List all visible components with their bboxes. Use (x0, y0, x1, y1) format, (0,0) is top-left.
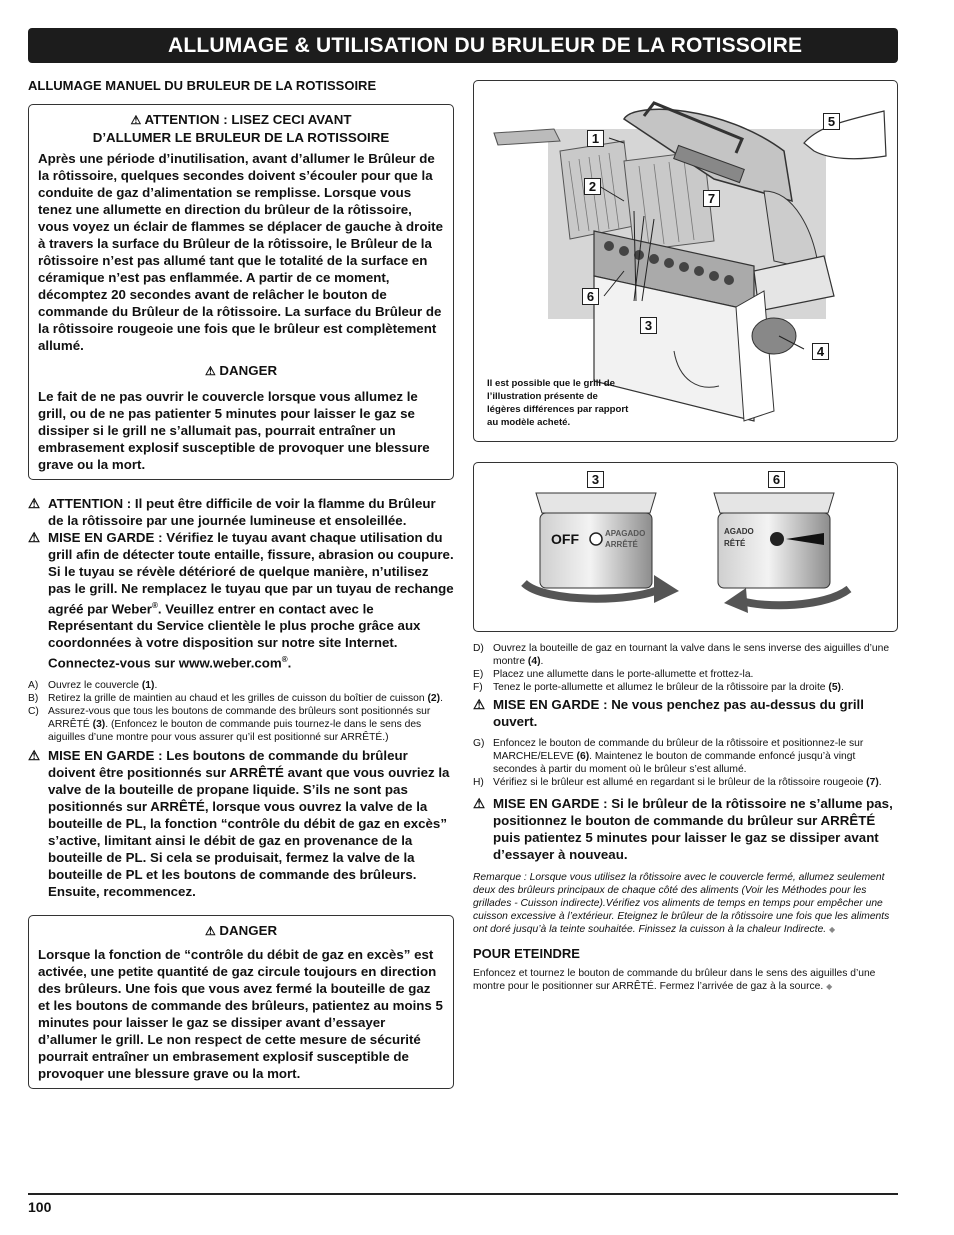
step-ref: (2) (427, 692, 441, 704)
turn-off-text (473, 967, 898, 993)
step-text-part: Ouvrez le couvercle (48, 679, 142, 691)
step-text (493, 668, 753, 681)
danger-box (28, 915, 454, 1089)
section-heading: ALLUMAGE MANUEL DU BRULEUR DE LA ROTISSOIRE (28, 78, 377, 93)
step-d (473, 642, 898, 668)
step-label: B) (28, 692, 39, 704)
warning-icon: ⚠ (28, 747, 40, 763)
step-ref: (6) (576, 751, 590, 762)
callout-2: 2 (584, 178, 601, 195)
step-ref: (1) (141, 679, 155, 691)
danger-paragraph: Lorsque la fonction de “contrôle du débit de gaz en excès” est activée, une petite quantité de gaz circule toujours en direction des brûleurs. Une fois que vous avez fermé la bouteille de gaz et les boutons de commande des brûleurs, patientez au moins 5 minutes pour laisser le gaz se dissiper avant d’essayer d’allumer le grill. Le non respect de cette mesure de sécurité pourrait entraîner un embrasement explosif susceptible de provoquer une blessure grave ou la mort. (38, 946, 443, 1081)
step-ref: (5) (828, 682, 841, 693)
step-label: G) (473, 738, 485, 749)
banner-title: ALLUMAGE & UTILISATION DU BRULEUR DE LA ROTISSOIRE (168, 34, 803, 57)
step-text-part: Ouvrez la bouteille de gaz en tournant la valve dans le sens inverse des aiguilles d’une montre (493, 643, 890, 667)
step-text-part: Vérifiez si le brûleur est allumé en regardant si le brûleur de la rôtissoire rougeoie (493, 777, 867, 788)
step-label: F) (473, 682, 483, 693)
knob-off-sub1: APAGADO (605, 529, 646, 538)
warning-hose-part3: . (287, 655, 292, 671)
callout-5: 5 (823, 113, 840, 130)
callout-6: 6 (582, 288, 599, 305)
warning-icon: ⚠ (473, 796, 485, 811)
warning-icon: ⚠ (28, 530, 40, 545)
step-g (473, 737, 898, 776)
callout-6: 6 (768, 471, 785, 488)
turn-off-text-body: Enfoncez et tournez le bouton de commande du brûleur dans le sens des aiguilles d’une montre pour le positionner sur ARRÊTÉ. Fermez l’arrivée de gaz à la source. (473, 968, 876, 992)
warning-icon: ⚠ (204, 923, 216, 938)
step-label: C) (28, 705, 39, 717)
step-text-after: . Maintenez le bouton de commande enfoncé jusqu’à vingt secondes à partir du moment où le brûleur s’est allumé. (493, 751, 856, 775)
danger-title-text: DANGER (219, 922, 278, 938)
step-ref: (3) (92, 718, 106, 730)
step-text (48, 679, 157, 692)
right-column (473, 80, 898, 993)
step-label: D) (473, 643, 484, 654)
registered-mark: ® (151, 601, 158, 610)
knobs-drawing (474, 463, 896, 629)
knob-high-sub2: RÊTÉ (724, 539, 746, 548)
danger-title (38, 362, 444, 380)
step-text-part: Assurez-vous que tous les boutons de commande des brûleurs sont positionnés sur ARRÊTÉ (48, 705, 431, 730)
danger-title-text: DANGER (219, 363, 278, 378)
warning-hose-part1: MISE EN GARDE : Vérifiez le tuyau avant chaque utilisation du grill afin de détecter toute entaille, fissure, abrasion ou coupure. Si le tuyau se révèle détérioré de quelque manière, n’utilisez pas le grill. Ne remplacez le tuyau que par un tuyau de rechange agréé par Weber (48, 530, 454, 617)
step-f (473, 681, 898, 694)
left-column (28, 78, 454, 1089)
callout-3: 3 (640, 317, 657, 334)
remark-text: Remarque : Lorsque vous utilisez la rôtissoire avec le couvercle fermé, allumez seulement deux des brûleurs principaux de chaque côté des aliments (Voir les Méthodes pour les grillades - Cuisson indirecte).Vérifiez vos aliments de temps en temps pour empêcher une cuisson excessive à l’extérieur. Eteignez le brûleur de la rôtissoire une fois que les aliments ont doré jusqu’à la teinte souhaitée. Finissez la cuisson à la chaleur Indirecte. (473, 872, 890, 935)
callout-3: 3 (587, 471, 604, 488)
attention-title-line1: ATTENTION : LISEZ CECI AVANT (144, 112, 352, 127)
step-text-after: . (540, 656, 544, 667)
warning-no-ignite-text: MISE EN GARDE : Si le brûleur de la rôtissoire ne s’allume pas, positionnez le bouton de commande du brûleur sur ARRÊTÉ puis patientez 5 minutes pour laisser le gaz se dissiper avant d’essayer à nouveau. (493, 796, 893, 862)
step-text-part: Placez une allumette dans le porte-allumette et frottez-la. (493, 669, 754, 680)
warning-no-ignite (473, 795, 898, 863)
registered-mark: ® (281, 655, 288, 665)
step-ref: (7) (866, 777, 879, 788)
step-a (28, 679, 454, 692)
warning-sun (28, 495, 454, 529)
step-text-after: . (878, 777, 882, 788)
step-label: E) (473, 669, 484, 680)
warning-hose (28, 529, 454, 672)
step-text-after: . (840, 682, 844, 693)
warning-hose-part2: . Veuillez entrer en contact avec le Représentant du Service clientèle le plus proche grâce aux coordonnées à votre disposition sur notre site Internet. Connectez-vous sur www.weber.com (48, 601, 421, 671)
end-mark-icon: ◆ (829, 925, 836, 934)
warning-lean (473, 696, 898, 730)
warning-icon: ⚠ (204, 364, 216, 378)
step-h (473, 776, 898, 789)
step-e (473, 668, 898, 681)
step-text (48, 692, 443, 705)
step-b (28, 692, 454, 705)
warning-icon: ⚠ (130, 113, 142, 127)
grill-illustration (473, 80, 898, 442)
attention-box (28, 104, 454, 480)
step-text (493, 737, 898, 776)
step-c (28, 705, 454, 744)
warning-knobs-off (28, 747, 454, 900)
step-text-after: . (Enfoncez le bouton de commande puis tournez-le dans le sens des aiguilles d’une montre pour vous assurer qu’il est positionné sur ARRÊTÉ.) (48, 718, 422, 743)
steps-list-left (28, 679, 454, 744)
danger-title (38, 922, 444, 940)
warning-knobs-off-text: MISE EN GARDE : Les boutons de commande du brûleur doivent être positionnés sur ARRÊTÉ avant que vous ouvriez la valve de la bouteille de propane liquide. S’ils ne sont pas positionnés sur ARRÊTÉ, lorsque vous ouvrez la valve de la bouteille de PL, la fonction “contrôle du débit de gaz en excès” s’active, limitant ainsi le débit de gaz en provenance de la bouteille de PL. Si cela se produisait, fermez la valve de la bouteille de PL et les boutons de commande des brûleurs. Ensuite, recommencez. (48, 747, 450, 899)
knob-high-sub1: AGADO (724, 527, 754, 536)
warning-hose-text (48, 529, 454, 672)
end-mark-icon: ◆ (826, 982, 833, 991)
step-text-after: . (440, 692, 443, 704)
warning-sun-text: ATTENTION : Il peut être difficile de voir la flamme du Brûleur de la rôtissoire par une journée lumineuse et ensoleillée. (48, 496, 436, 528)
warning-icon: ⚠ (473, 697, 485, 712)
callout-7: 7 (703, 190, 720, 207)
knobs-illustration (473, 462, 898, 632)
step-text (493, 642, 898, 668)
step-text-part: Tenez le porte-allumette et allumez le brûleur de la rôtissoire par la droite (493, 682, 829, 693)
footer-rule (28, 1193, 898, 1195)
step-text (493, 776, 882, 789)
callout-1: 1 (587, 130, 604, 147)
turn-off-heading: POUR ETEINDRE (473, 946, 580, 961)
page-banner (28, 28, 898, 63)
steps-list-right-b (473, 737, 898, 789)
step-label: A) (28, 679, 39, 691)
danger-paragraph: Le fait de ne pas ouvrir le couvercle lorsque vous allumez le grill, ou de ne pas patienter 5 minutes pour laisser le gaz se dissiper si le grill ne s’allumait pas, pourrait entraîner un embrasement explosif susceptible de provoquer une blessure grave ou la mort. (38, 389, 430, 472)
step-label: H) (473, 777, 484, 788)
knob-off-sub2: ARRÊTÉ (605, 540, 638, 549)
attention-title-line2: D’ALLUMER LE BRULEUR DE LA ROTISSOIRE (92, 130, 390, 145)
step-text (493, 681, 844, 694)
step-text-part: Retirez la grille de maintien au chaud et les grilles de cuisson du boîtier de cuisson (48, 692, 428, 704)
step-text (48, 705, 454, 744)
knob-off-label: OFF (551, 531, 579, 547)
step-ref: (4) (527, 656, 541, 667)
step-text-part: Enfoncez le bouton de commande du brûleur de la rôtissoire et positionnez-le sur MARCHE/ELEVE (493, 738, 864, 762)
attention-title (38, 111, 444, 129)
steps-list-right-a (473, 642, 898, 694)
callout-4: 4 (812, 343, 829, 360)
page-number: 100 (28, 1199, 52, 1215)
warning-icon: ⚠ (28, 496, 40, 511)
illustration-caption: Il est possible que le grill de l’illustration présente de légères différences par rapport au modèle acheté. (487, 378, 629, 428)
step-text-after: . (154, 679, 158, 691)
attention-paragraph: Après une période d’inutilisation, avant d’allumer le Brûleur de la rôtissoire, quelques secondes doivent s’écouler pour que la conduite de gaz d’alimentation se remplisse. Lorsque vous tenez une allumette en direction du brûleur de la rôtissoire, vous voyez un éclair de flammes se déplacer de gauche à droite à travers la surface du Brûleur de la rôtissoire, le Brûleur de la rôtissoire n’est pas allumé tant que le totalité de la surface en céramique n’est pas enflammée. A partir de ce moment, décomptez 20 secondes avant de relâcher le bouton de commande du Brûleur de la rôtissoire. La surface du Brûleur de la rôtissoire rougeoie une fois que le brûleur est complètement allumé. (38, 151, 443, 353)
warning-lean-text: MISE EN GARDE : Ne vous penchez pas au-dessus du grill ouvert. (493, 697, 864, 729)
remark-note (473, 871, 898, 936)
